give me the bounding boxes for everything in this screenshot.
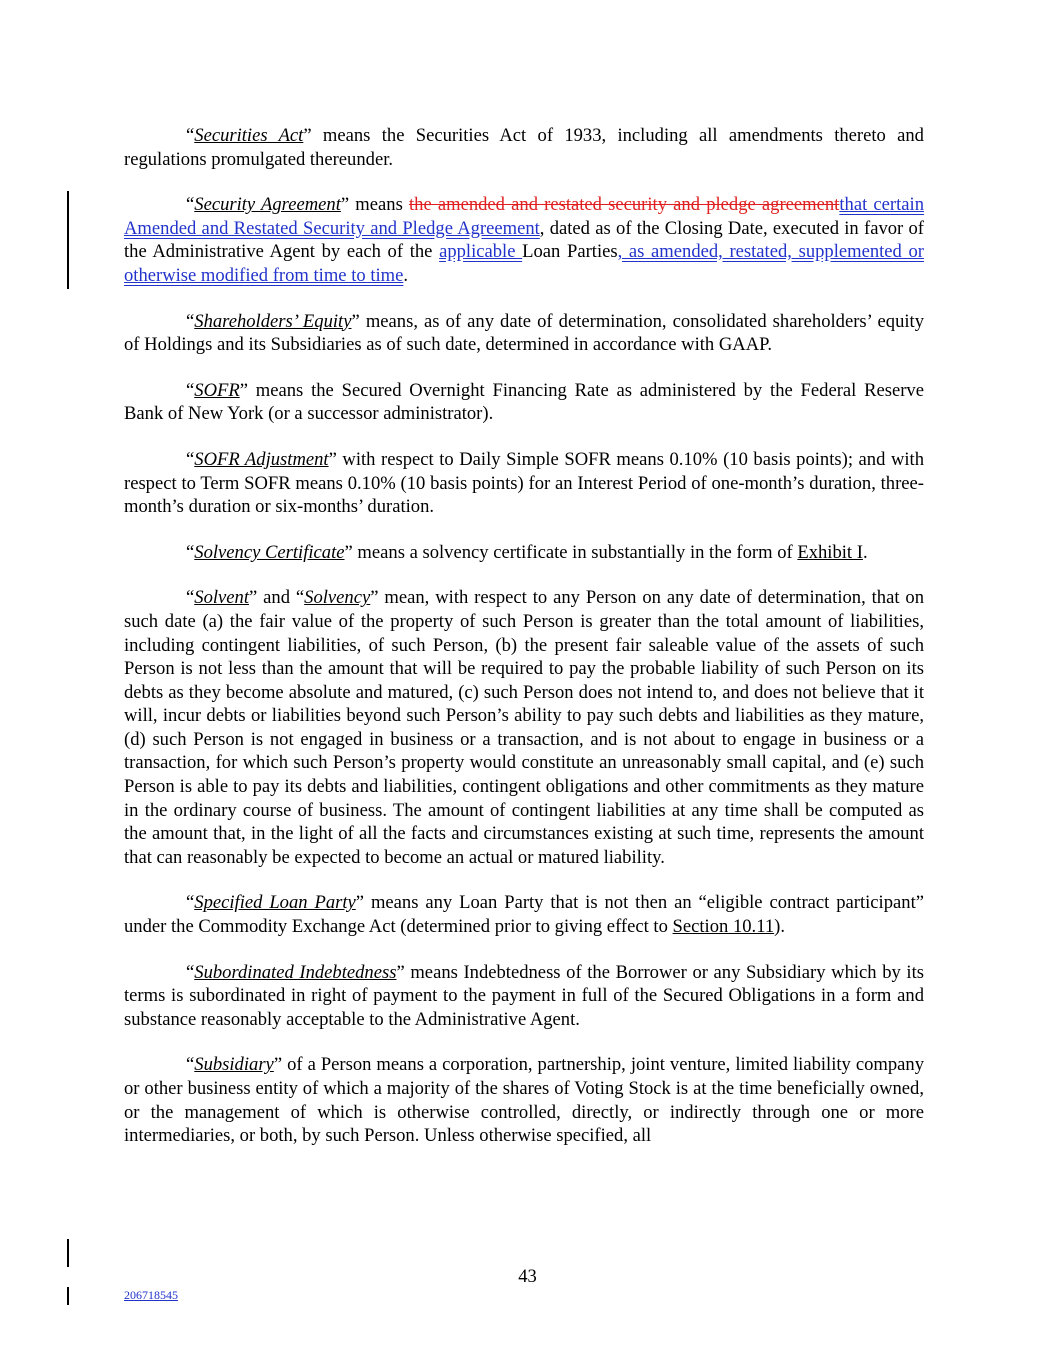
defined-term: Subsidiary	[194, 1054, 274, 1076]
defined-term: Solvency Certificate	[194, 541, 345, 563]
document-body	[124, 124, 924, 1170]
defined-term: Specified Loan Party	[194, 892, 356, 914]
inserted-text: applicable	[439, 241, 523, 263]
change-bar	[67, 1287, 69, 1305]
definition-subordinated-indebtedness: “Subordinated Indebtedness” means Indebtedness of the Borrower or any Subsidiary which by its terms is subordinated in right of payment to the payment in full of the Secured Obligations in a form and substance reasonably acceptable to the Administrative Agent.	[124, 961, 924, 1030]
inserted-text: , as amended, restated, supplemented or otherwise modified from time to time	[124, 241, 924, 286]
page-number: 43	[518, 1266, 537, 1287]
deleted-text: the amended and restated security and pledge agreement	[408, 194, 840, 216]
cross-reference: Section 10.11	[672, 916, 775, 938]
definition-solvency-certificate: “Solvency Certificate” means a solvency certificate in substantially in the form of Exhibit I.	[186, 541, 868, 563]
defined-term: Solvency	[304, 587, 371, 609]
definition-shareholders-equity: “Shareholders’ Equity” means, as of any date of determination, consolidated shareholders’ equity of Holdings and its Subsidiaries as of such date, determined in accordance with GAAP.	[124, 310, 924, 356]
inserted-text: that certain Amended and Restated Security and Pledge Agreement	[124, 194, 924, 239]
definition-subsidiary: “Subsidiary” of a Person means a corporation, partnership, joint venture, limited liability company or other business entity of which a majority of the shares of Voting Stock is at the time beneficially owned, or the management of which is otherwise controlled, directly, or indirectly through one or more intermediaries, or both, by such Person. Unless otherwise specified, all	[124, 1054, 924, 1147]
defined-term: Solvent	[194, 587, 249, 609]
definition-sofr-adjustment: “SOFR Adjustment” with respect to Daily Simple SOFR means 0.10% (10 basis points); and with respect to Term SOFR means 0.10% (10 basis points) for an Interest Period of one-month’s duration, three-month’s duration or six-months’ duration.	[124, 448, 924, 518]
change-bar	[67, 191, 69, 289]
defined-term: Security Agreement	[194, 194, 341, 216]
defined-term: SOFR	[194, 379, 240, 401]
document-id: 206718545	[124, 1288, 178, 1302]
change-bar	[67, 1239, 69, 1267]
definition-sofr: “SOFR” means the Secured Overnight Financing Rate as administered by the Federal Reserve Bank of New York (or a successor administrator).	[124, 379, 924, 425]
defined-term: SOFR Adjustment	[194, 448, 329, 470]
defined-term: Securities Act	[194, 125, 304, 146]
definition-specified-loan-party: “Specified Loan Party” means any Loan Party that is not then an “eligible contract participant” under the Commodity Exchange Act (determined prior to giving effect to Section 10.11).	[124, 892, 924, 938]
defined-term: Shareholders’ Equity	[194, 310, 352, 332]
definition-securities-act: “Securities Act” means the Securities Act of 1933, including all amendments thereto and regulations promulgated thereunder.	[124, 125, 924, 170]
definition-security-agreement: “Security Agreement” means the amended and restated security and pledge agreementthat certain Amended and Restated Security and Pledge Agreement, dated as of the Closing Date, executed in favor of the Administrative Agent by each of the applicable Loan Parties, as amended, restated, supplemented or otherwise modified from time to time.	[124, 194, 924, 286]
defined-term: Subordinated Indebtedness	[194, 961, 397, 983]
cross-reference: Exhibit I	[797, 541, 863, 563]
definition-solvent: “Solvent” and “Solvency” mean, with respect to any Person on any date of determination, that on such date (a) the fair value of the property of such Person is greater than the total amount of liabilities, including contingent liabilities, of such Person, (b) the present fair saleable value of the assets of such Person is not less than the amount that will be required to pay the probable liability of such Person on its debts as they become absolute and matured, (c) such Person does not intend to, and does not believe that it will, incur debts or liabilities beyond such Person’s ability to pay such debts and liabilities as they mature, (d) such Person is not engaged in business or a transaction, and is not about to engage in business or a transaction, for which such Person’s property would constitute an unreasonably small capital, and (e) such Person is able to pay its debts and liabilities, contingent obligations and other commitments as they mature in the ordinary course of business. The amount of contingent liabilities at any time shall be computed as the amount that, in the light of all the facts and circumstances existing at such time, represents the amount that can reasonably be expected to become an actual or matured liability.	[124, 587, 924, 868]
